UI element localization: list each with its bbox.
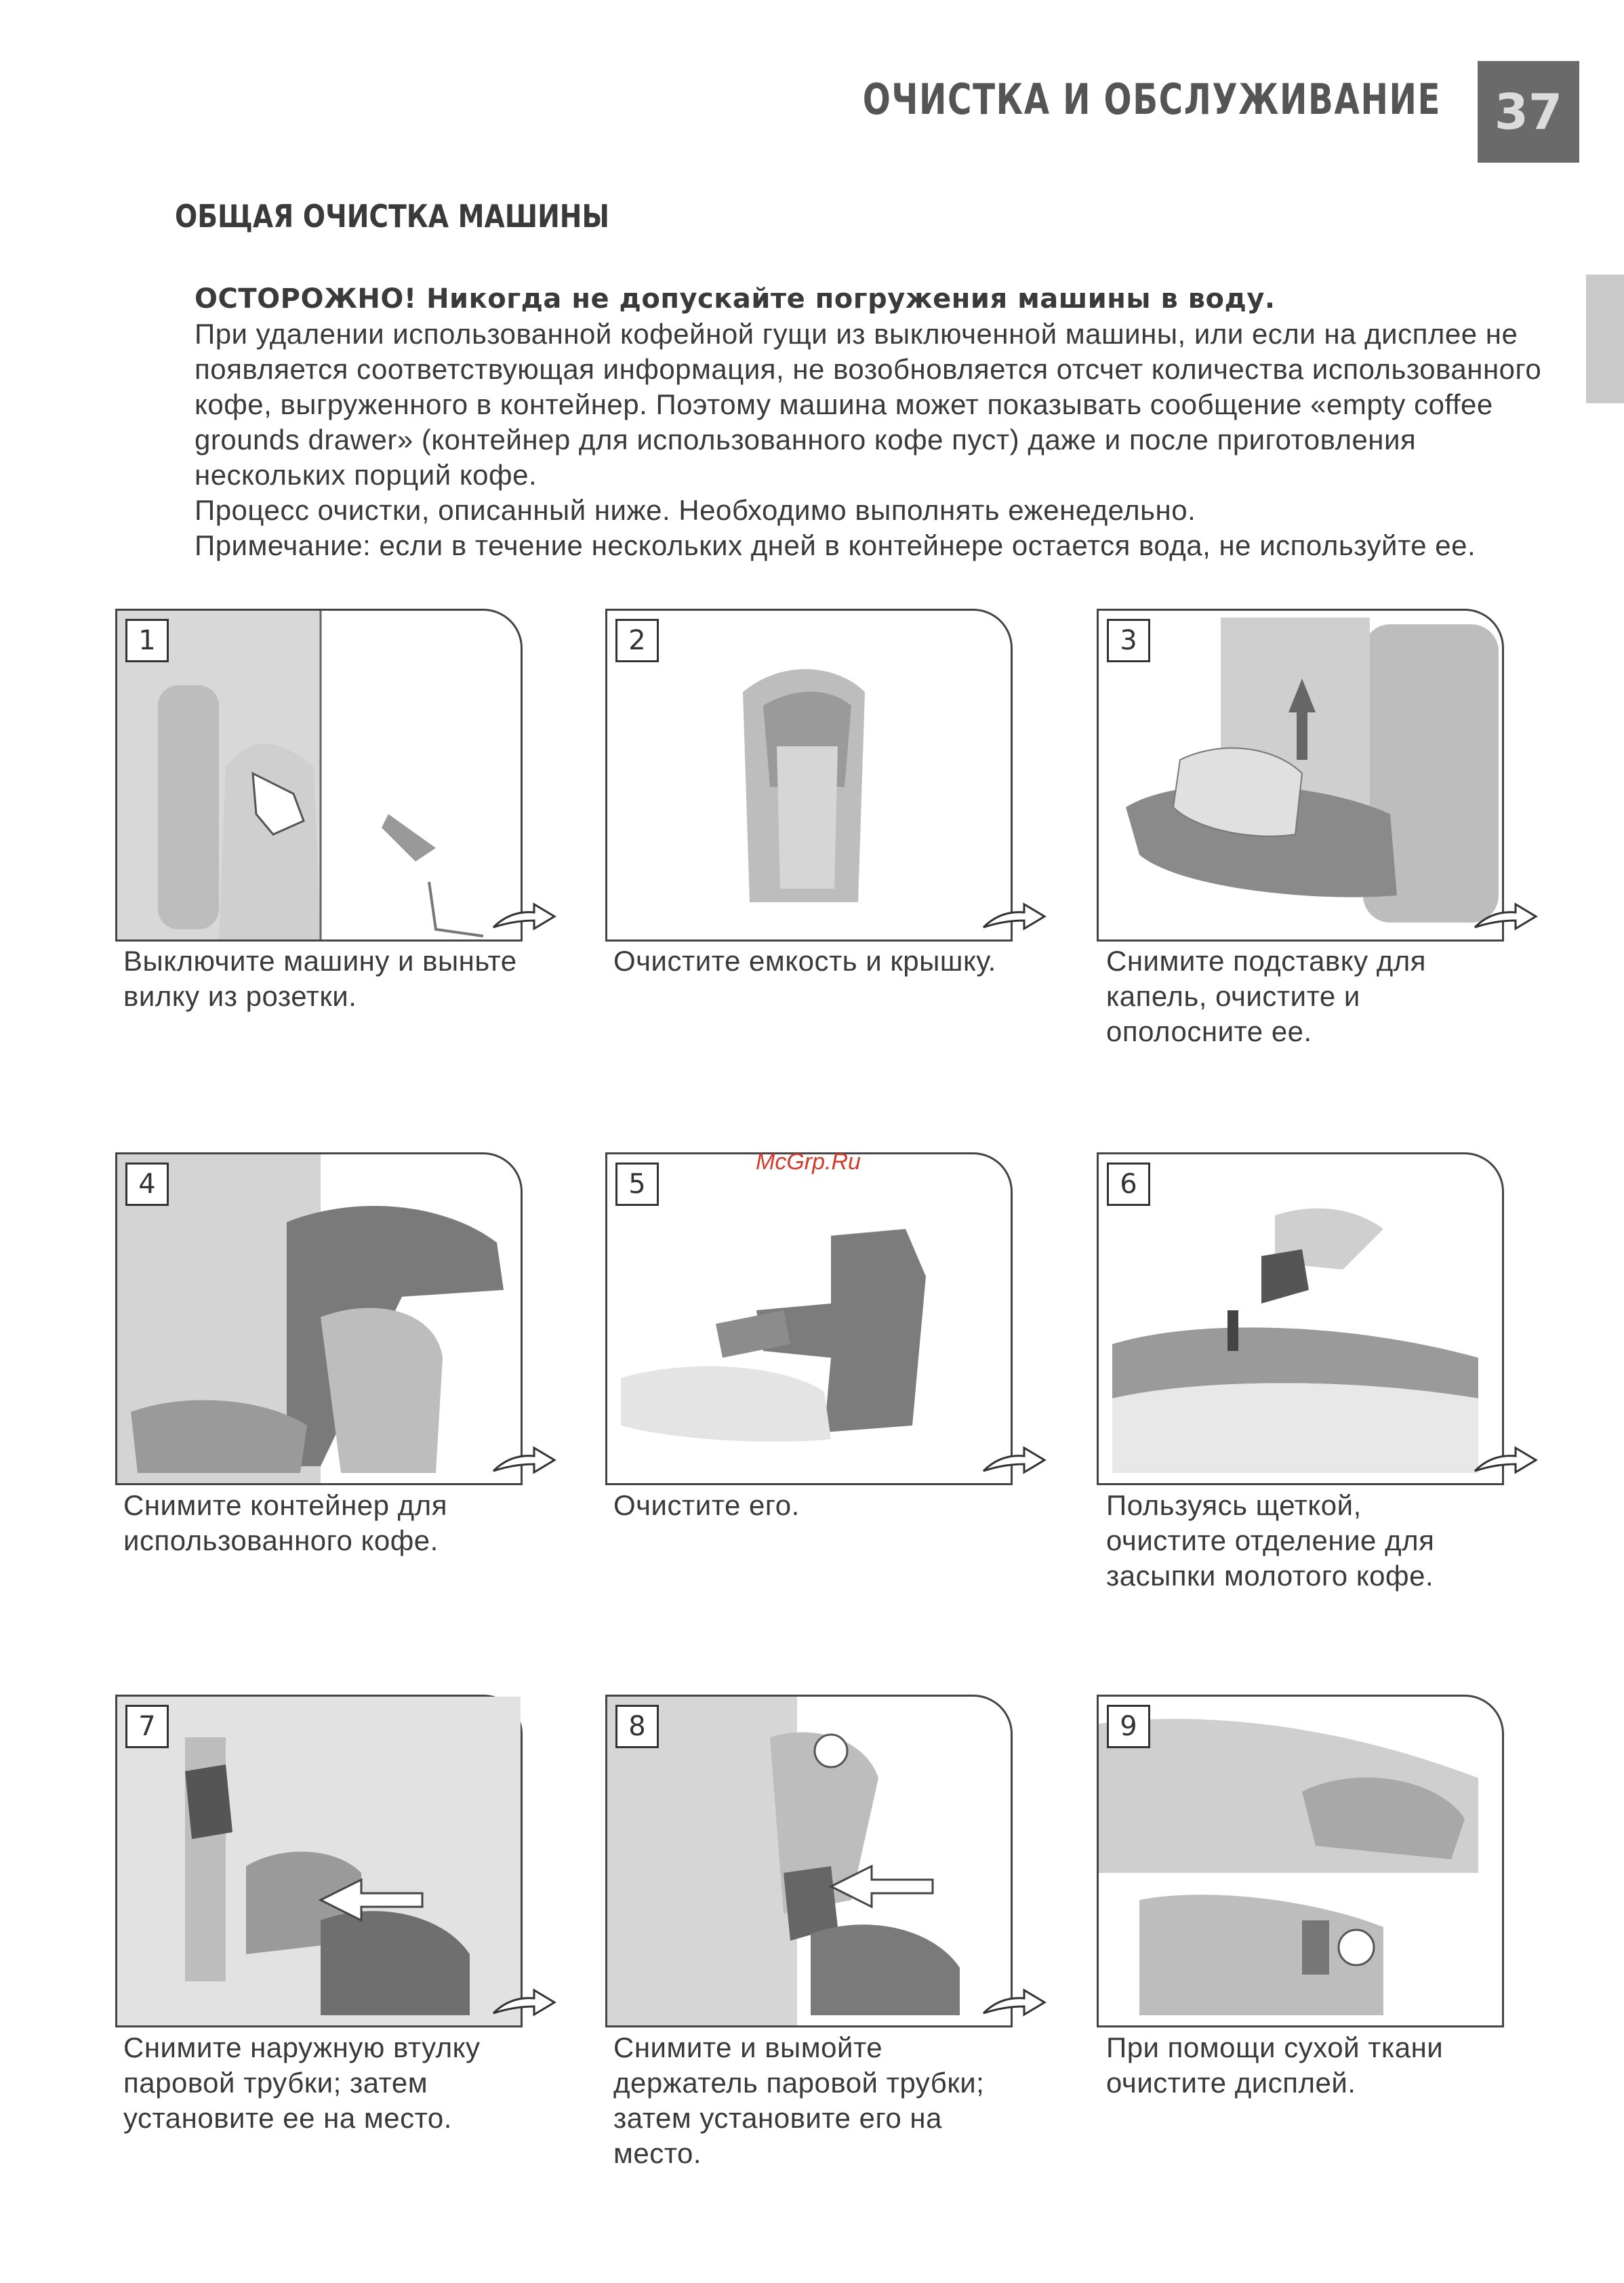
step-caption: Очистите его. [613, 1489, 800, 1521]
step-panel-1 [115, 609, 523, 942]
next-arrow-icon [980, 900, 1048, 934]
next-arrow-icon [980, 1986, 1048, 2020]
step-number: 2 [615, 619, 659, 662]
step-panel-4 [115, 1152, 523, 1485]
brush-ground-coffee-illustration [1099, 1154, 1502, 1483]
step-caption: Выключите машину и выньте вилку из розетки. [123, 945, 517, 1012]
step-number: 1 [125, 619, 169, 662]
step-caption: Очистите емкость и крышку. [613, 945, 996, 977]
step-number: 8 [615, 1705, 659, 1748]
next-arrow-icon [490, 1444, 558, 1478]
section-title: ОБЩАЯ ОЧИСТКА МАШИНЫ [175, 198, 610, 235]
next-arrow-icon [980, 1444, 1048, 1478]
step-number: 6 [1107, 1163, 1150, 1206]
page-header-title: ОЧИСТКА И ОБСЛУЖИВАНИЕ [862, 75, 1441, 124]
side-tab-marker [1586, 275, 1624, 403]
intro-paragraph: Примечание: если в течение нескольких дней в контейнере остается вода, не используйте ее. [195, 529, 1476, 561]
step-panel-5 [605, 1152, 1013, 1485]
step-panel-8 [605, 1695, 1013, 2027]
step-number: 7 [125, 1705, 169, 1748]
container-and-lid-illustration [607, 611, 1011, 940]
next-arrow-icon [490, 1986, 558, 2020]
step-caption: Снимите подставку для капель, очистите и ополосните ее. [1106, 945, 1427, 1047]
intro-paragraph: При удалении использованной кофейной гущи из выключенной машины, или если на дисплее не появляется соответствующая информация, не возобновляется отсчет количества использованного кофе, выгруженного в контейнер. Поэтому машина может показывать сообщение «empty coffee grounds drawer» (контейнер для использованного кофе пуст) даже и после приготовления нескольких порций кофе. [195, 318, 1542, 491]
step-caption: Снимите наружную втулку паровой трубки; затем установите ее на место. [123, 2032, 481, 2134]
next-arrow-icon [490, 900, 558, 934]
step-number: 5 [615, 1163, 659, 1206]
clean-container-illustration [607, 1154, 1011, 1483]
warning-text: ОСТОРОЖНО! Никогда не допускайте погружения машины в воду. [195, 283, 1276, 315]
step-panel-6 [1097, 1152, 1504, 1485]
step-panel-9 [1097, 1695, 1504, 2027]
intro-text [195, 281, 1550, 563]
unplug-machine-illustration [117, 611, 521, 940]
steam-holder-illustration [607, 1697, 1011, 2025]
next-arrow-icon [1471, 900, 1539, 934]
drip-tray-illustration [1099, 611, 1502, 940]
steam-sleeve-illustration [117, 1697, 521, 2025]
next-arrow-icon [1471, 1444, 1539, 1478]
step-panel-2 [605, 609, 1013, 942]
page-number-badge: 37 [1478, 61, 1579, 163]
step-caption: При помощи сухой ткани очистите дисплей. [1106, 2032, 1444, 2099]
grounds-container-illustration [117, 1154, 521, 1483]
intro-paragraph: Процесс очистки, описанный ниже. Необходимо выполнять еженедельно. [195, 494, 1196, 526]
step-number: 3 [1107, 619, 1150, 662]
step-number: 4 [125, 1163, 169, 1206]
step-panel-3 [1097, 609, 1504, 942]
step-panel-7 [115, 1695, 523, 2027]
step-caption: Пользуясь щеткой, очистите отделение для засыпки молотого кофе. [1106, 1489, 1435, 1592]
step-number: 9 [1107, 1705, 1150, 1748]
step-caption: Снимите контейнер для использованного кофе. [123, 1489, 447, 1556]
watermark: McGrp.Ru [756, 1149, 861, 1175]
clean-display-illustration [1099, 1697, 1502, 2025]
step-caption: Снимите и вымойте держатель паровой трубки; затем установите его на место. [613, 2032, 985, 2169]
